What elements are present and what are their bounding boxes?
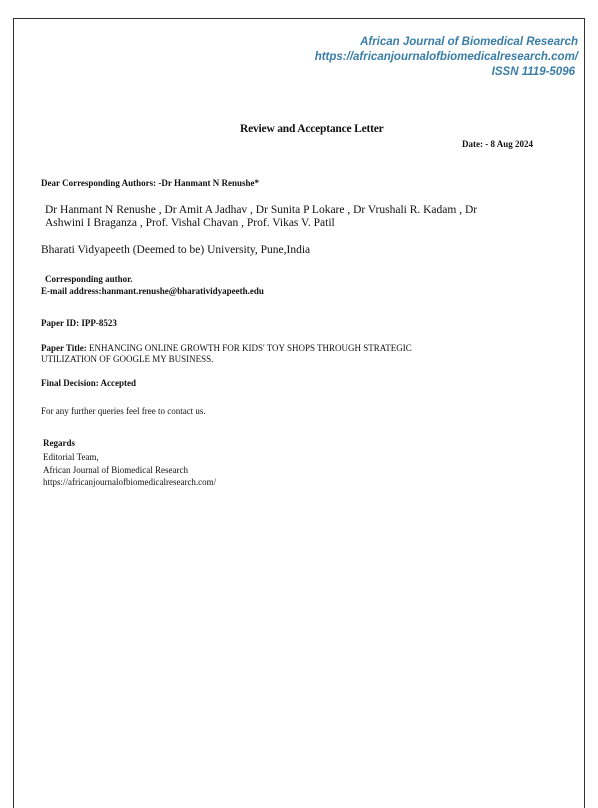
queries-text: For any further queries feel free to contact us. bbox=[41, 406, 206, 416]
journal-signature: African Journal of Biomedical Research bbox=[43, 465, 188, 475]
paper-title-line-1 bbox=[41, 343, 412, 353]
authors-line-2: Ashwini I Braganza , Prof. Vishal Chavan , Prof. Vikas V. Patil bbox=[45, 217, 335, 229]
decision-label: Final Decision: bbox=[41, 378, 101, 388]
email-value[interactable]: hanmant.renushe@bharatividyapeeth.edu bbox=[101, 286, 264, 296]
decision-value: Accepted bbox=[100, 378, 137, 388]
affiliation: Bharati Vidyapeeth (Deemed to be) University, Pune,India bbox=[41, 244, 311, 256]
final-decision bbox=[41, 378, 136, 388]
journal-issn: ISSN 1119-5096 bbox=[491, 66, 575, 78]
paper-title-label: Paper Title: bbox=[41, 343, 89, 353]
journal-header bbox=[315, 35, 578, 80]
email-label: E-mail address: bbox=[41, 286, 102, 296]
paper-title-text-1: ENHANCING ONLINE GROWTH FOR KIDS' TOY SHOPS THROUGH STRATEGIC bbox=[89, 343, 412, 353]
journal-url[interactable]: https://africanjournalofbiomedicalresearch.com/ bbox=[314, 51, 578, 63]
editorial-team: Editorial Team, bbox=[43, 452, 99, 462]
paper-id-label: Paper ID: bbox=[41, 318, 82, 328]
letter-date: Date: - 8 Aug 2024 bbox=[462, 139, 533, 149]
authors-line-1: Dr Hanmant N Renushe , Dr Amit A Jadhav , Dr Sunita P Lokare , Dr Vrushali R. Kadam , Dr bbox=[45, 204, 478, 216]
regards: Regards bbox=[43, 438, 75, 448]
paper-id-value: IPP-8523 bbox=[81, 318, 117, 328]
salutation: Dear Corresponding Authors: -Dr Hanmant N Renushe* bbox=[41, 178, 260, 188]
paper-title-line-2: UTILIZATION OF GOOGLE MY BUSINESS. bbox=[41, 354, 214, 364]
letter-title: Review and Acceptance Letter bbox=[240, 123, 384, 135]
journal-url-signature[interactable]: https://africanjournalofbiomedicalresearch.com/ bbox=[43, 477, 217, 487]
corresponding-author-label: Corresponding author. bbox=[45, 274, 133, 284]
journal-name: African Journal of Biomedical Research bbox=[360, 36, 578, 48]
email-line bbox=[41, 286, 264, 296]
paper-id bbox=[41, 318, 117, 328]
